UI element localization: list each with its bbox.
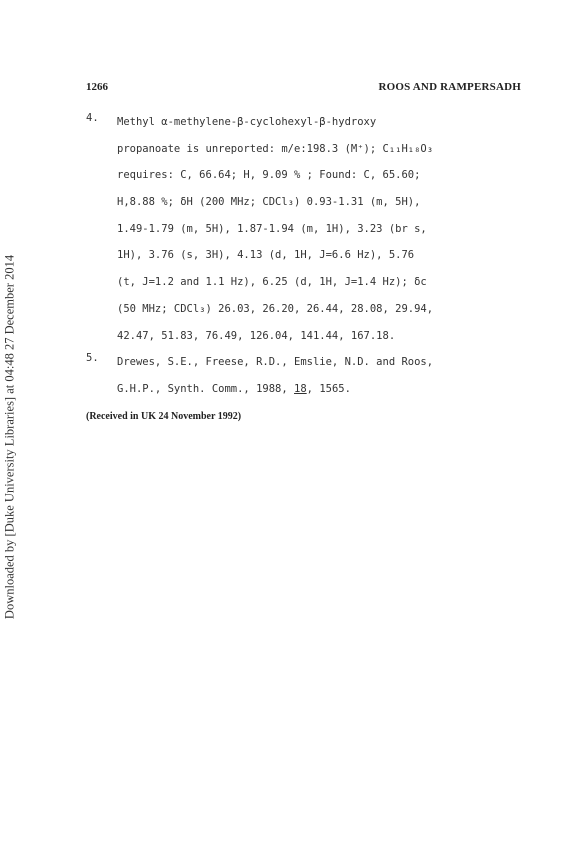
running-head: ROOS AND RAMPERSADH — [378, 81, 521, 93]
page-number: 1266 — [86, 81, 108, 93]
reference-line: 1H), 3.76 (s, 3H), 4.13 (d, 1H, J=6.6 Hz), 5.76 — [117, 249, 415, 262]
reference-line: (50 MHz; CDCl₃) 26.03, 26.20, 26.44, 28.08, 29.94, — [117, 302, 434, 315]
reference-line: H,8.88 %; δH (200 MHz; CDCl₃) 0.93-1.31 (m, 5H), — [117, 196, 421, 209]
reference-line: 1.49-1.79 (m, 5H), 1.87-1.94 (m, 1H), 3.23 (br s, — [117, 222, 427, 235]
reference-line: propanoate is unreported: m/e:198.3 (M⁺); C₁₁H₁₈O₃ — [117, 142, 434, 155]
citation-volume: 18 — [294, 382, 307, 395]
reference-line-citation — [117, 379, 526, 406]
reference-5 — [86, 352, 526, 405]
received-date: (Received in UK 24 November 1992) — [86, 411, 242, 422]
reference-number: 5. — [86, 352, 99, 365]
reference-line: requires: C, 66.64; H, 9.09 % ; Found: C, 65.60; — [117, 169, 421, 182]
reference-line: 42.47, 51.83, 76.49, 126.04, 141.44, 167.18. — [117, 329, 396, 342]
reference-line: Methyl α-methylene-β-cyclohexyl-β-hydroxy — [117, 116, 377, 128]
citation-pages: , 1565. — [306, 382, 351, 395]
reference-list — [86, 112, 526, 406]
citation-text: G.H.P., Synth. Comm., 1988, — [117, 382, 295, 395]
reference-number: 4. — [86, 112, 99, 124]
download-watermark — [0, 0, 20, 868]
reference-line: (t, J=1.2 and 1.1 Hz), 6.25 (d, 1H, J=1.4 Hz); δc — [117, 276, 427, 289]
reference-4 — [86, 112, 526, 352]
download-watermark-text: Downloaded by [Duke University Libraries] at 04:48 27 December 2014 — [2, 254, 17, 620]
reference-line: Drewes, S.E., Freese, R.D., Emslie, N.D. and Roos, — [117, 356, 434, 369]
